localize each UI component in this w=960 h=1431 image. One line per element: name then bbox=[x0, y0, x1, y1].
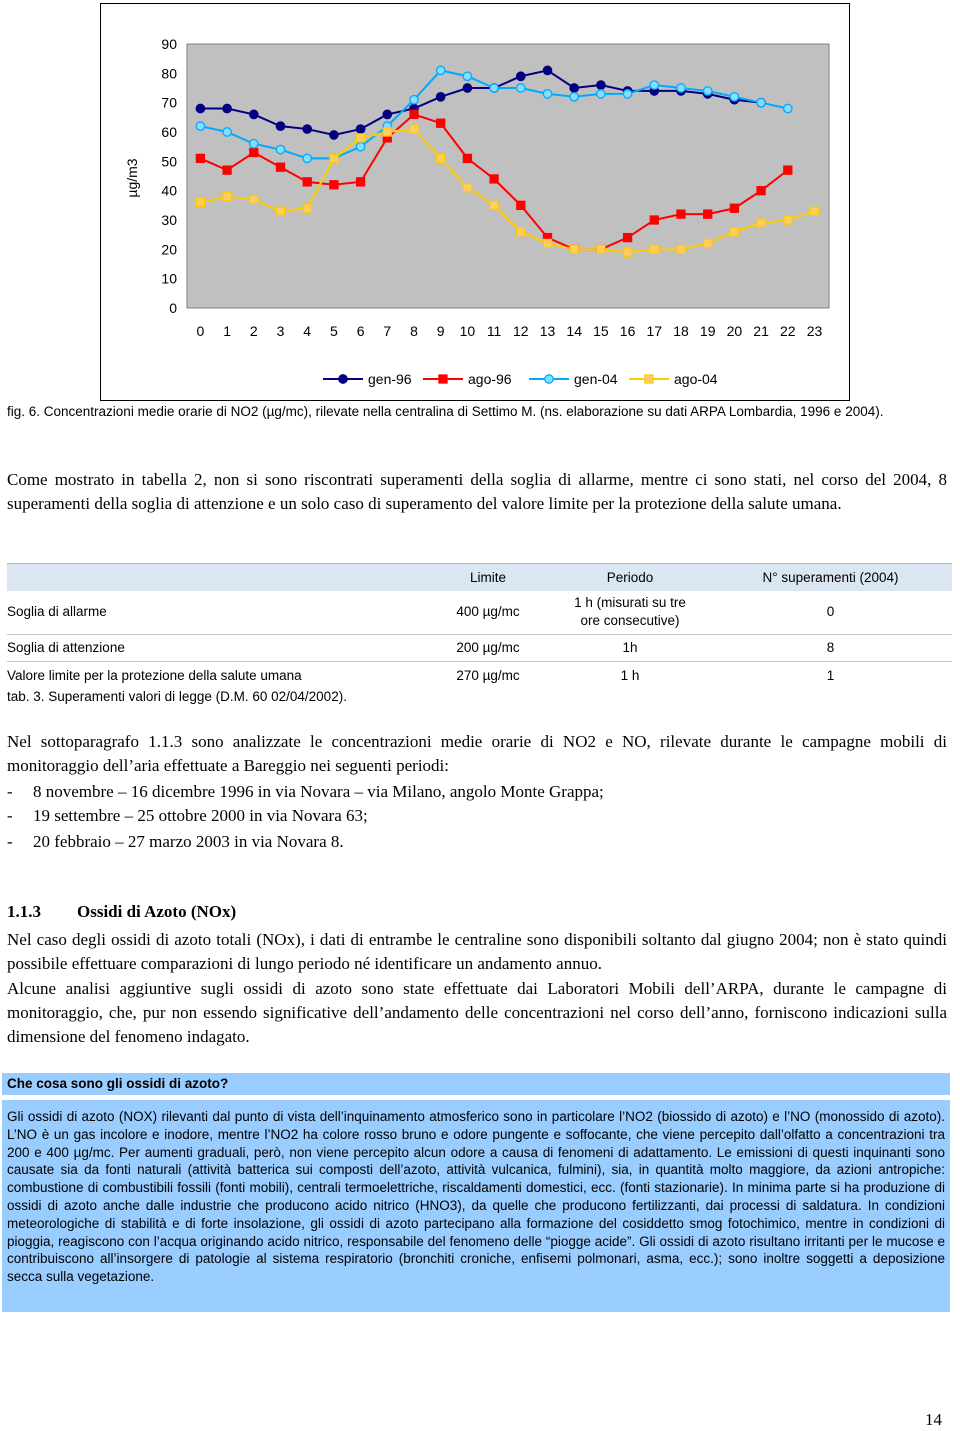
data-point bbox=[570, 84, 578, 92]
data-point bbox=[463, 154, 471, 162]
table-caption: tab. 3. Superamenti valori di legge (D.M. 60 02/04/2002). bbox=[7, 689, 347, 704]
x-tick-label: 1 bbox=[223, 323, 231, 339]
x-tick-label: 4 bbox=[303, 323, 312, 339]
table-row bbox=[7, 664, 952, 688]
data-point bbox=[544, 239, 552, 247]
x-tick-label: 17 bbox=[646, 323, 663, 339]
row-periodo: 1 h bbox=[620, 668, 640, 683]
data-point bbox=[303, 178, 311, 186]
data-point bbox=[303, 204, 311, 212]
legend-label: ago-04 bbox=[674, 371, 718, 387]
data-point bbox=[811, 207, 819, 215]
x-tick-label: 12 bbox=[513, 323, 529, 339]
section-title: Ossidi di Azoto (NOx) bbox=[77, 902, 237, 921]
row-periodo-line1: 1 h (misurati su tre bbox=[574, 595, 686, 610]
row-limite: 400 µg/mc bbox=[456, 604, 520, 619]
y-tick-label: 80 bbox=[161, 65, 177, 82]
x-tick-label: 0 bbox=[196, 323, 205, 339]
data-point bbox=[357, 134, 365, 142]
x-tick-label: 10 bbox=[459, 323, 476, 339]
header-periodo: Periodo bbox=[606, 570, 654, 585]
info-box bbox=[2, 1100, 950, 1312]
data-point bbox=[277, 163, 285, 171]
header-superamenti: N° superamenti (2004) bbox=[762, 570, 899, 585]
data-point bbox=[437, 66, 445, 74]
y-tick-label: 40 bbox=[161, 182, 177, 199]
legend-label: gen-96 bbox=[368, 371, 412, 387]
x-tick-label: 14 bbox=[566, 323, 582, 339]
y-tick-label: 60 bbox=[161, 124, 177, 140]
table-header-row bbox=[7, 563, 952, 591]
data-point bbox=[730, 93, 738, 101]
row-superamenti: 8 bbox=[826, 640, 835, 655]
list-item: - 8 novembre – 16 dicembre 1996 in via Novara – via Milano, angolo Monte Grappa; bbox=[7, 782, 604, 801]
data-point bbox=[677, 84, 685, 92]
data-point bbox=[570, 93, 578, 101]
data-point bbox=[437, 93, 445, 101]
data-point bbox=[677, 210, 685, 218]
x-tick-label: 9 bbox=[436, 323, 445, 339]
row-limite: 200 µg/mc bbox=[456, 640, 520, 655]
x-tick-label: 8 bbox=[410, 323, 418, 339]
data-point bbox=[330, 131, 338, 139]
data-point bbox=[463, 72, 471, 80]
data-point bbox=[597, 81, 605, 89]
data-point bbox=[250, 149, 258, 157]
x-tick-label: 16 bbox=[619, 323, 636, 339]
list-item: - 19 settembre – 25 ottobre 2000 in via Novara 63; bbox=[7, 806, 368, 825]
x-tick-label: 2 bbox=[249, 323, 258, 339]
y-tick-label: 90 bbox=[161, 36, 177, 52]
y-tick-label: 30 bbox=[161, 212, 177, 228]
info-box-title: Che cosa sono gli ossidi di azoto? bbox=[7, 1076, 229, 1091]
data-point bbox=[223, 193, 231, 201]
data-point bbox=[784, 104, 792, 112]
data-point bbox=[196, 104, 204, 112]
table-divider bbox=[7, 661, 952, 662]
y-tick-label: 50 bbox=[161, 153, 177, 170]
row-superamenti: 1 bbox=[826, 668, 835, 683]
data-point bbox=[757, 187, 765, 195]
data-point bbox=[677, 245, 685, 253]
row-periodo-line2: ore consecutive) bbox=[580, 613, 680, 628]
x-tick-label: 18 bbox=[673, 323, 689, 339]
x-tick-label: 11 bbox=[486, 323, 502, 339]
x-tick-label: 6 bbox=[356, 323, 365, 339]
data-point bbox=[730, 204, 738, 212]
data-point bbox=[277, 207, 285, 215]
x-tick-label: 21 bbox=[753, 323, 769, 339]
row-label: Valore limite per la protezione della salute umana bbox=[7, 668, 302, 683]
legend-marker bbox=[645, 375, 653, 383]
data-point bbox=[517, 201, 525, 209]
paragraph-2: Nel sottoparagrafo 1.1.3 sono analizzate le concentrazioni medie orarie di NO2 e NO, rilevate durante le campagne mobili di monitoraggio dell’aria effettuate a Bareggio nei seguenti periodi: bbox=[7, 732, 947, 775]
data-point bbox=[223, 166, 231, 174]
x-tick-label: 7 bbox=[383, 323, 392, 339]
data-point bbox=[410, 125, 418, 133]
data-point bbox=[463, 84, 471, 92]
data-point bbox=[517, 72, 525, 80]
data-point bbox=[543, 90, 551, 98]
data-point bbox=[784, 166, 792, 174]
y-tick-label: 0 bbox=[169, 300, 177, 316]
data-point bbox=[223, 128, 231, 136]
data-point bbox=[704, 239, 712, 247]
no2-hourly-chart bbox=[101, 4, 851, 402]
data-point bbox=[704, 210, 712, 218]
data-point bbox=[490, 175, 498, 183]
data-point bbox=[196, 154, 204, 162]
data-point bbox=[623, 90, 631, 98]
legend-marker bbox=[439, 375, 447, 383]
data-point bbox=[303, 125, 311, 133]
x-tick-label: 13 bbox=[539, 323, 556, 339]
data-point bbox=[357, 178, 365, 186]
table-divider bbox=[7, 634, 952, 635]
chart-frame bbox=[100, 3, 850, 401]
paragraph-1: Come mostrato in tabella 2, non si sono riscontrati superamenti della soglia di allarme, mentre ci sono stati, nel corso del 2004, 8 superamenti della soglia di attenzione e un solo caso di superamento del valore limite per la protezione della salute umana. bbox=[7, 470, 947, 513]
data-point bbox=[437, 119, 445, 127]
page-number: 14 bbox=[925, 1410, 942, 1429]
data-point bbox=[543, 66, 551, 74]
table-row bbox=[7, 593, 952, 633]
data-point bbox=[383, 128, 391, 136]
y-tick-label: 10 bbox=[161, 270, 177, 287]
data-point bbox=[463, 184, 471, 192]
data-point bbox=[330, 154, 338, 162]
data-point bbox=[250, 110, 258, 118]
data-point bbox=[704, 87, 712, 95]
data-point bbox=[437, 154, 445, 162]
info-box-text: Gli ossidi di azoto (NOX) rilevanti dal punto di vista dell’inquinamento atmosferico sono in particolare l’NO2 (biossido di azoto) e l’NO (monossido di azoto). L’NO è un gas incolore e inodore, mentre l’NO2 ha colore rosso bruno e odore pungente e soffocante, che viene percepito dall’olfatto a concentrazioni tra 200 e 400 µg/mc. Per aumenti graduali, però, non viene percepito alcun odore a causa di fenomeni di adattamento. Le emissioni di questi inquinanti sono causate sia da fonti naturali (attività batterica sui composti dell’azoto, attività vulcanica, fulmini), sia, in quantità molto maggiore, da azioni antropiche: combustione di combustibili fossili (fonti mobili), centrali termoelettriche, riscaldamenti domestici, ecc. (fonti stazionarie). In minima parte si ha produzione di ossidi di azoto anche dalle industrie che producono acido nitrico (HNO3), da quelle che producono fertilizzanti, dai processi di saldatura. In condizioni meteorologiche di stabilità e di forte insolazione, gli ossidi di azoto partecipano alla formazione del cosiddetto smog fotochimico, mentre in condizioni di pioggia, reagiscono con l’acqua originando acido nitrico, responsabile del fenomeno delle “piogge acide”. Gli ossidi di azoto risultano irritanti per le mucose e contribuiscono all’insorgere di patologie al sistema respiratorio (bronchiti croniche, enfisemi polmonari, asma, ecc.); sono inoltre soggetti a deposizione secca sulla vegetazione. bbox=[7, 1109, 945, 1285]
data-point bbox=[276, 122, 284, 130]
data-point bbox=[597, 90, 605, 98]
x-tick-label: 15 bbox=[593, 323, 609, 339]
data-point bbox=[410, 96, 418, 104]
data-point bbox=[276, 145, 284, 153]
data-point bbox=[356, 142, 364, 150]
header-limite: Limite bbox=[469, 570, 506, 585]
data-point bbox=[490, 201, 498, 209]
info-box-header bbox=[2, 1073, 950, 1095]
data-point bbox=[410, 110, 418, 118]
data-point bbox=[570, 245, 578, 253]
data-point bbox=[517, 228, 525, 236]
data-point bbox=[597, 245, 605, 253]
data-point bbox=[784, 216, 792, 224]
data-point bbox=[757, 219, 765, 227]
x-tick-label: 20 bbox=[726, 323, 743, 339]
list-item: - 20 febbraio – 27 marzo 2003 in via Novara 8. bbox=[7, 832, 344, 851]
data-point bbox=[650, 245, 658, 253]
x-tick-label: 5 bbox=[330, 323, 338, 339]
data-point bbox=[250, 140, 258, 148]
data-point bbox=[490, 84, 498, 92]
data-point bbox=[196, 198, 204, 206]
data-point bbox=[223, 104, 231, 112]
section-number: 1.1.3 bbox=[7, 902, 41, 921]
legend-label: ago-96 bbox=[468, 371, 512, 387]
x-tick-label: 19 bbox=[699, 323, 716, 339]
legend-marker bbox=[545, 375, 553, 383]
data-point bbox=[650, 81, 658, 89]
data-point bbox=[650, 216, 658, 224]
row-periodo: 1h bbox=[622, 640, 638, 655]
table-row bbox=[7, 636, 952, 660]
paragraph-3: Nel caso degli ossidi di azoto totali (NOx), i dati di entrambe le centraline sono disponibili soltanto dal giugno 2004; non è stato quindi possibile effettuare comparazioni di lungo periodo né identificare un andamento annuo. bbox=[7, 930, 947, 973]
y-axis-label: µg/m3 bbox=[124, 158, 140, 198]
legend-marker bbox=[339, 375, 347, 383]
data-point bbox=[330, 181, 338, 189]
legend-label: gen-04 bbox=[574, 371, 618, 387]
row-superamenti: 0 bbox=[826, 604, 835, 619]
data-point bbox=[624, 234, 632, 242]
y-tick-label: 70 bbox=[161, 94, 177, 111]
plot-area bbox=[187, 44, 829, 308]
data-point bbox=[757, 98, 765, 106]
data-point bbox=[383, 110, 391, 118]
data-point bbox=[356, 125, 364, 133]
data-point bbox=[517, 84, 525, 92]
row-label: Soglia di attenzione bbox=[7, 640, 125, 655]
paragraph-4: Alcune analisi aggiuntive sugli ossidi di azoto sono state effettuate dai Laboratori Mobili dell’ARPA, durante le campagne di monitoraggio, che, pur non essendo significative dell’andamento delle concentrazioni nel corso dell’anno, forniscono indicazioni sulla dimensione del fenomeno indagato. bbox=[7, 979, 947, 1046]
data-point bbox=[624, 248, 632, 256]
data-point bbox=[196, 122, 204, 130]
row-limite: 270 µg/mc bbox=[456, 668, 520, 683]
data-point bbox=[303, 154, 311, 162]
figure-caption: fig. 6. Concentrazioni medie orarie di NO2 (µg/mc), rilevate nella centralina di Settimo M. (ns. elaborazione su dati ARPA Lombardia, 1996 e 2004). bbox=[7, 404, 884, 419]
x-tick-label: 22 bbox=[780, 323, 796, 339]
data-point bbox=[730, 228, 738, 236]
x-tick-label: 3 bbox=[276, 323, 285, 339]
y-tick-label: 20 bbox=[161, 241, 177, 258]
data-point bbox=[250, 195, 258, 203]
x-tick-label: 23 bbox=[806, 323, 823, 339]
row-label: Soglia di allarme bbox=[7, 604, 107, 619]
